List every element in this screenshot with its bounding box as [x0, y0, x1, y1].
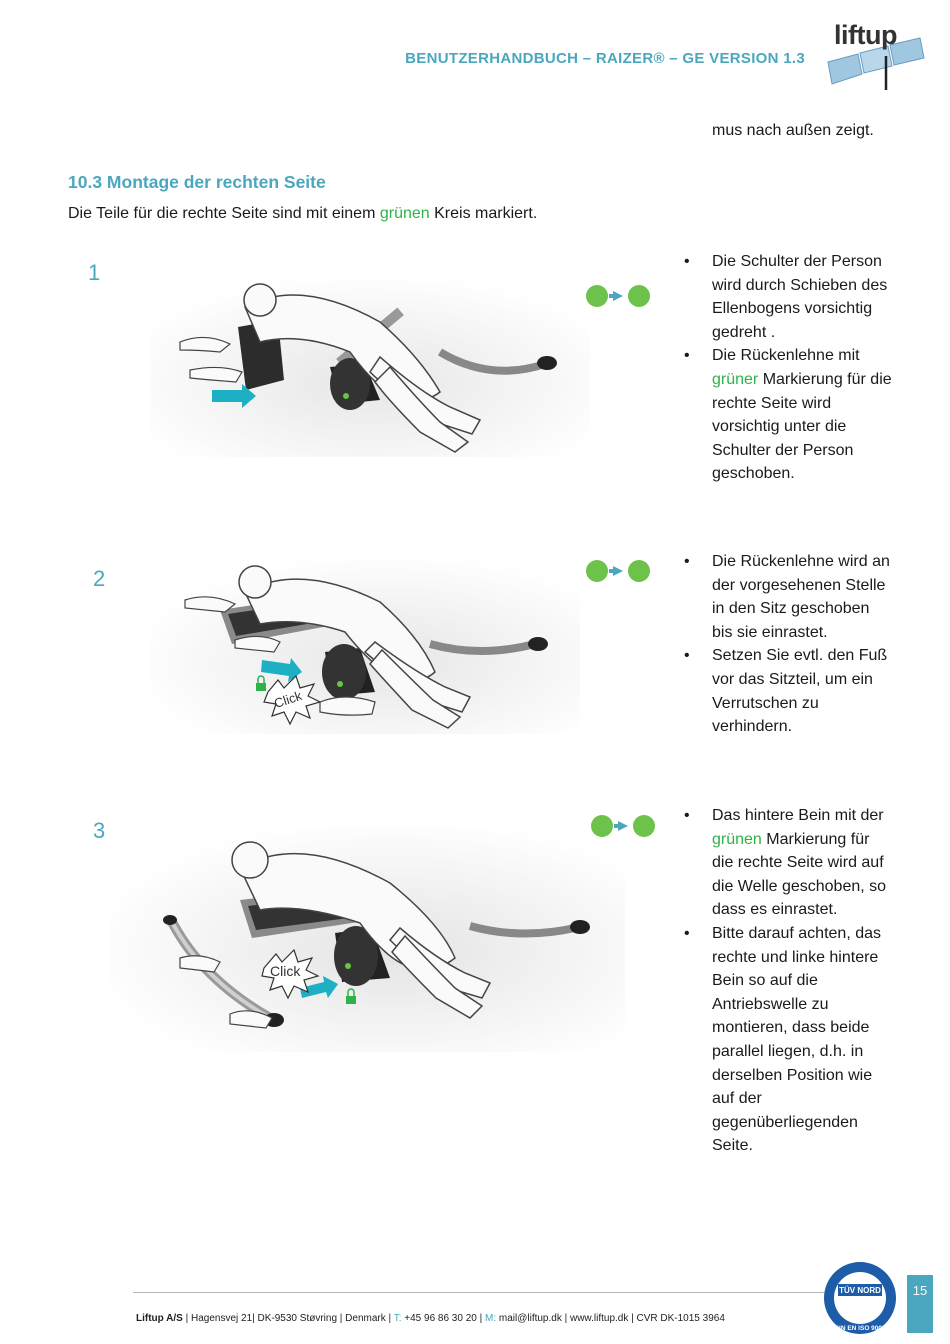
green-highlight-word: grüner	[712, 370, 759, 388]
green-dot	[628, 560, 650, 582]
step-2-green-marker	[586, 558, 656, 584]
step-number-3: 3	[93, 818, 106, 843]
footer-company: Liftup A/S	[136, 1313, 183, 1324]
badge-line-1: TÜV NORD	[839, 1286, 881, 1295]
footer-phone-label: T:	[393, 1313, 402, 1324]
green-dot	[591, 815, 613, 837]
instruction-text: Setzen Sie evtl. den Fuß vor das Sitzteil, um ein Verrutschen zu verhindern.	[712, 647, 888, 736]
instruction-text: Markierung für die rechte Seite wird auf die Welle geschoben, so dass es einrastet.	[712, 830, 887, 919]
footer-address: | Hagensvej 21| DK-9530 Støvring | Denmark |	[182, 1313, 394, 1324]
footer-contact: mail@liftup.dk | www.liftup.dk | CVR DK-1015 3964	[496, 1313, 725, 1324]
step-2-illustration	[150, 552, 580, 734]
green-dot	[628, 285, 650, 307]
footer-mail-label: M:	[485, 1313, 497, 1324]
green-highlight-word: grünen	[712, 830, 762, 848]
logo-text: liftup	[834, 20, 897, 50]
click-label: Click	[270, 963, 301, 979]
section-heading: 10.3 Montage der rechten Seite	[68, 172, 326, 192]
instruction-text: Markierung für die rechte Seite wird vorsichtig unter die Schulter der Person geschoben.	[712, 370, 892, 483]
continuation-text: mus nach außen zeigt.	[712, 122, 874, 139]
arrow-right-icon	[618, 821, 628, 831]
instruction-bullet	[684, 644, 894, 738]
instruction-text: Das hintere Bein mit der	[712, 807, 884, 824]
step-number-2: 2	[93, 566, 106, 591]
section-intro	[68, 205, 537, 223]
document-header-title: BENUTZERHANDBUCH – RAIZER® – GE VERSION 1.3	[405, 50, 805, 67]
instruction-bullet	[684, 344, 894, 486]
green-dot	[586, 560, 608, 582]
click-label: Click	[272, 688, 304, 711]
badge-line-2: DIN EN ISO 9001	[834, 1325, 886, 1332]
arrow-right-icon	[613, 291, 623, 301]
step-1-green-marker	[586, 283, 656, 309]
instruction-bullet	[684, 922, 894, 1158]
liftup-logo	[822, 22, 930, 94]
footer	[136, 1313, 725, 1324]
step-3-illustration	[110, 828, 625, 1052]
step-number-1: 1	[88, 260, 101, 285]
arrow-right-icon	[613, 566, 623, 576]
intro-text-start: Die Teile für die rechte Seite sind mit einem	[68, 205, 380, 222]
instruction-bullet	[684, 550, 894, 644]
instruction-text: Die Rückenlehne wird an der vorgesehenen Stelle in den Sitz geschoben bis sie einrastet.	[712, 553, 890, 641]
step-3-instructions	[684, 804, 894, 1158]
footer-phone: +45 96 86 30 20 |	[401, 1313, 485, 1324]
instruction-bullet	[684, 804, 894, 922]
instruction-bullet	[684, 250, 894, 344]
green-dot	[633, 815, 655, 837]
intro-text-end: Kreis markiert.	[429, 205, 538, 222]
green-dot	[586, 285, 608, 307]
step-1-instructions	[684, 250, 894, 486]
step-1-illustration	[150, 272, 590, 457]
instruction-text: Bitte darauf achten, das rechte und linke hintere Bein so auf die Antriebswelle zu montieren, dass beide parallel liegen, d.h. in derselben Position wie auf der gegenüberliegenden Seite.	[712, 924, 881, 1155]
instruction-text: Die Rückenlehne mit	[712, 347, 860, 365]
step-2-instructions	[684, 550, 894, 739]
tuv-certification-badge	[822, 1260, 898, 1336]
step-3-green-marker	[591, 813, 661, 839]
page-number: 15	[907, 1275, 933, 1333]
footer-divider	[133, 1292, 833, 1293]
intro-green-word: grünen	[379, 205, 430, 222]
instruction-text: Die Schulter der Person wird durch Schieben des Ellenbogens vorsichtig gedreht .	[712, 253, 888, 341]
